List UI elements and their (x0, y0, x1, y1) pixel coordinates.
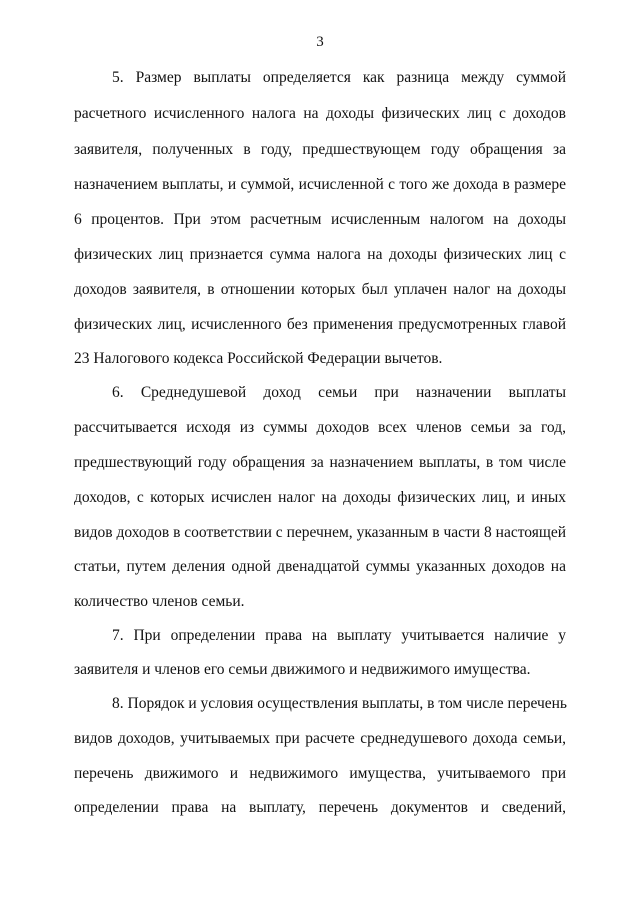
text-line: расчетного исчисленного налога на доходы физических лиц с доходов (74, 105, 566, 122)
text-line: видов доходов в соответствии с перечнем, указанным в части 8 настоящей (74, 524, 566, 541)
text-line: перечень движимого и недвижимого имущества, учитываемого при (74, 765, 566, 782)
text-line: рассчитывается исходя из суммы доходов всех членов семьи за год, (74, 419, 566, 436)
text-line: физических лиц, исчисленного без применения предусмотренных главой (74, 316, 566, 333)
page-number: 3 (316, 34, 324, 50)
text-line: заявителя и членов его семьи движимого и недвижимого имущества. (74, 661, 531, 678)
text-line: видов доходов, учитываемых при расчете среднедушевого дохода семьи, (74, 730, 566, 747)
text-line: количество членов семьи. (74, 593, 245, 610)
text-line: доходов заявителя, в отношении которых был уплачен налог на доходы (74, 281, 566, 298)
text-line: 6. Среднедушевой доход семьи при назначении выплаты (112, 384, 566, 401)
text-line: доходов, с которых исчислен налог на доходы физических лиц, и иных (74, 489, 566, 506)
text-line: 5. Размер выплаты определяется как разница между суммой (112, 69, 566, 86)
text-line: 6 процентов. При этом расчетным исчисленным налогом на доходы (74, 211, 566, 228)
text-line: физических лиц признается сумма налога на доходы физических лиц с (74, 246, 566, 263)
text-line: заявителя, полученных в году, предшествующем году обращения за (74, 141, 566, 158)
text-line: предшествующий году обращения за назначением выплаты, в том числе (74, 454, 566, 471)
text-line: 7. При определении права на выплату учитывается наличие у (112, 627, 566, 644)
text-line: определении права на выплату, перечень документов и сведений, (74, 799, 566, 816)
text-line: статьи, путем деления одной двенадцатой суммы указанных доходов на (74, 558, 566, 575)
text-line: 8. Порядок и условия осуществления выплаты, в том числе перечень (112, 695, 568, 712)
text-line: назначением выплаты, и суммой, исчисленной с того же дохода в размере (74, 176, 566, 193)
text-line: 23 Налогового кодекса Российской Федерации вычетов. (74, 350, 443, 367)
